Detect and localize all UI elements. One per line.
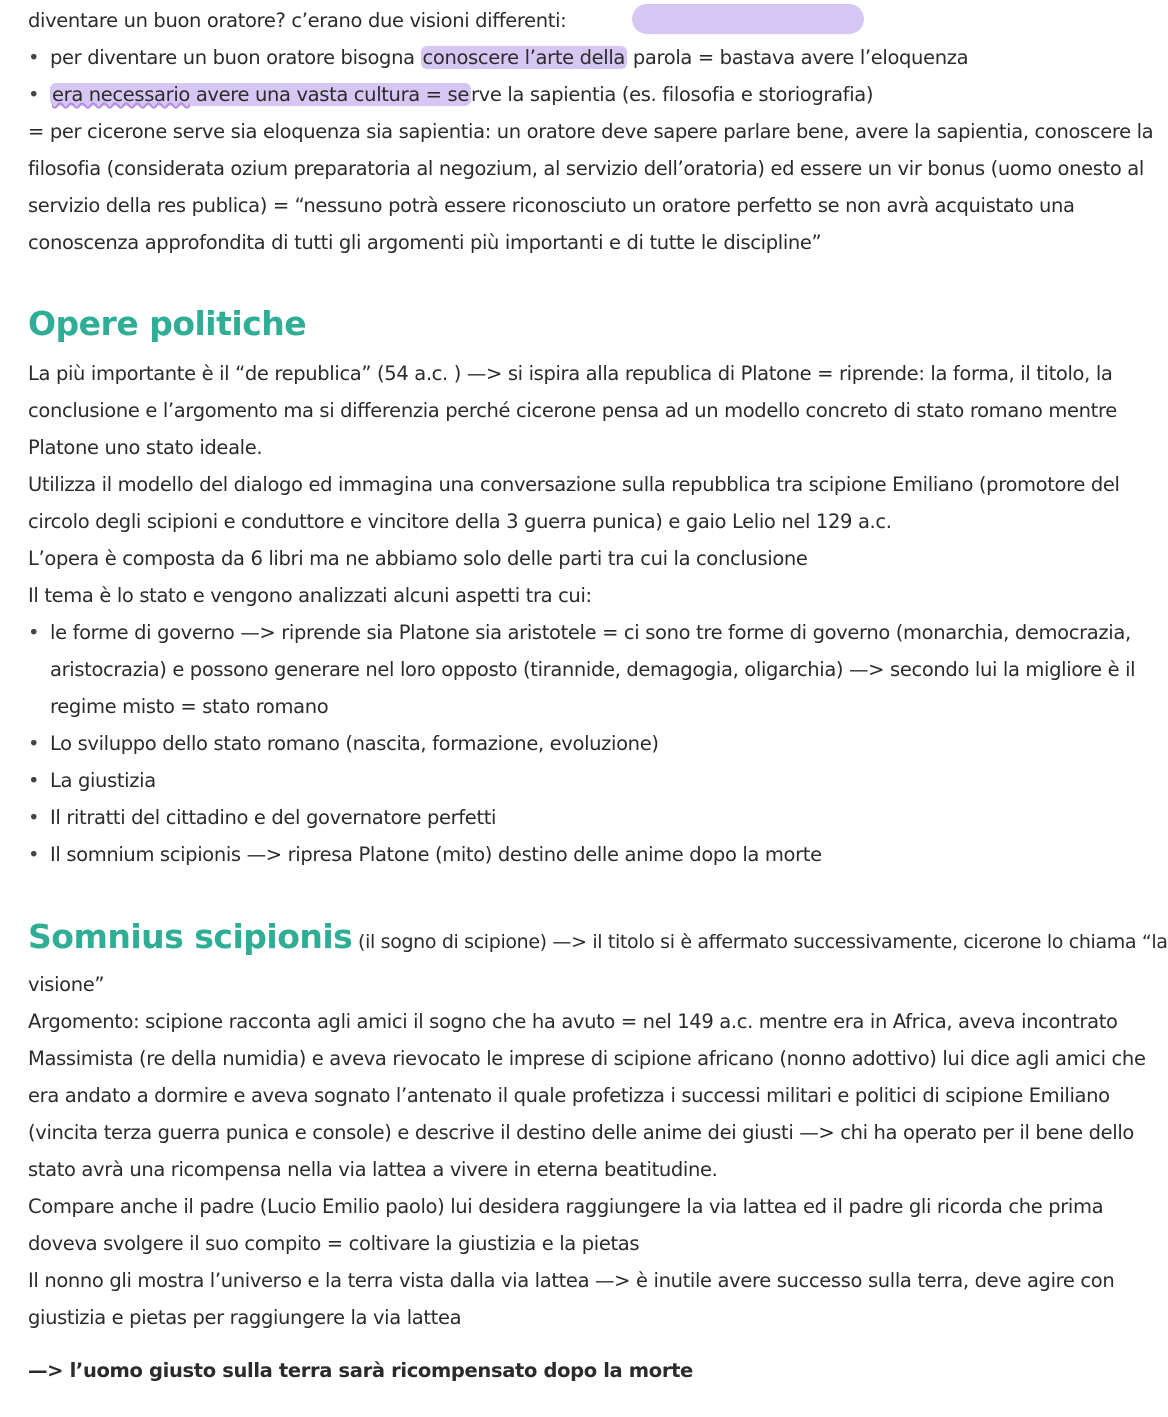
politiche-bullet-cont: regime misto = stato romano [50,695,329,718]
politiche-bullet: • Lo sviluppo dello stato romano (nascita, formazione, evoluzione) [28,725,1058,762]
somnius-line: Il nonno gli mostra l’universo e la terra vista dalla via lattea —> è inutile avere successo sulla terra, deve agire con [28,1269,1115,1292]
intro-paragraph-line: filosofia (considerata ozium preparatoria al negozium, al servizio dell’oratoria) ed essere un vir bonus (uomo onesto al [28,157,1144,180]
politiche-line: L’opera è composta da 6 libri ma ne abbiamo solo delle parti tra cui la conclusione [28,547,808,570]
somnius-line: doveva svolgere il suo compito = coltivare la giustizia e la pietas [28,1232,640,1255]
somnius-line: visione” [28,973,105,996]
somnius-line: Argomento: scipione racconta agli amici il sogno che ha avuto = nel 149 a.c. mentre era in Africa, aveva incontrato [28,1010,1118,1033]
politiche-bullet: • Il somnium scipionis —> ripresa Platone (mito) destino delle anime dopo la morte [28,836,1058,873]
somnius-line: stato avrà una ricompensa nella via lattea a vivere in eterna beatitudine. [28,1158,718,1181]
politiche-bullet-cont: aristocrazia) e possono generare nel loro opposto (tirannide, demagogia, oligarchia) —> secondo lui la migliore è il [50,658,1136,681]
heading-somnius-scipionis: Somnius scipionis [28,917,353,956]
intro-section [28,2,1154,261]
intro-paragraph-line: conoscenza approfondita di tutti gli argomenti più importanti e di tutte le discipline” [28,231,822,254]
intro-bullet-2: • era necessario avere una vasta cultura = se rve la sapientia (es. filosofia e storiografia) [28,76,1058,113]
politiche-line: La più importante è il “de republica” (54 a.c. ) —> si ispira alla republica di Platone = riprende: la forma, il titolo, la [28,362,1113,385]
politiche-section [28,355,1136,873]
politiche-line: conclusione e l’argomento ma si differenzia perché cicerone pensa ad un modello concreto di stato romano mentre [28,399,1117,422]
politiche-bullet: • Il ritratti del cittadino e del governatore perfetti [28,799,1058,836]
somnius-heading-rest: (il sogno di scipione) —> il titolo si è affermato successivamente, cicerone lo chiama “la [358,931,1168,953]
politiche-bullet-forme: • le forme di governo —> riprende sia Platone sia aristotele = ci sono tre forme di governo (monarchia, democrazia, [28,614,1058,651]
conclusion-line: —> l’uomo giusto sulla terra sarà ricompensato dopo la morte [28,1359,693,1382]
politiche-line: Utilizza il modello del dialogo ed immagina una conversazione sulla repubblica tra scipione Emiliano (promotore del [28,473,1120,496]
intro-paragraph-line: servizio della res publica) = “nessuno potrà essere riconosciuto un oratore perfetto se non avrà acquistato una [28,194,1075,217]
intro-bullet-1: • per diventare un buon oratore bisogna conoscere l’arte della parola = bastava avere l’eloquenza [28,39,1058,76]
somnius-heading-line [28,918,1168,961]
politiche-line: Il tema è lo stato e vengono analizzati alcuni aspetti tra cui: [28,584,592,607]
somnius-line: giustizia e pietas per raggiungere la via lattea [28,1306,462,1329]
heading-opere-politiche: Opere politiche [28,304,307,343]
somnius-line: Compare anche il padre (Lucio Emilio paolo) lui desidera raggiungere la via lattea ed il padre gli ricorda che prima [28,1195,1104,1218]
somnius-line: Massimista (re della numidia) e aveva rievocato le imprese di scipione africano (nonno adottivo) lui dice agli amici che [28,1047,1146,1070]
somnius-section [28,966,1146,1336]
somnius-line: era andato a dormire e aveva sognato l’antenato il quale profetizza i successi militari e politici di scipione Emiliano [28,1084,1110,1107]
politiche-line: circolo degli scipioni e conduttore e vincitore della 3 guerra punica) e gaio Lelio nel 129 a.c. [28,510,892,533]
intro-paragraph-line: = per cicerone serve sia eloquenza sia sapientia: un oratore deve sapere parlare bene, avere la sapientia, conoscere la [28,120,1154,143]
politiche-bullet: • La giustizia [28,762,1058,799]
politiche-line: Platone uno stato ideale. [28,436,263,459]
intro-line: diventare un buon oratore? c’erano due visioni differenti: [28,9,567,32]
somnius-line: (vincita terza guerra punica e console) e descrive il destino delle anime dei giusti —> chi ha operato per il bene dello [28,1121,1134,1144]
